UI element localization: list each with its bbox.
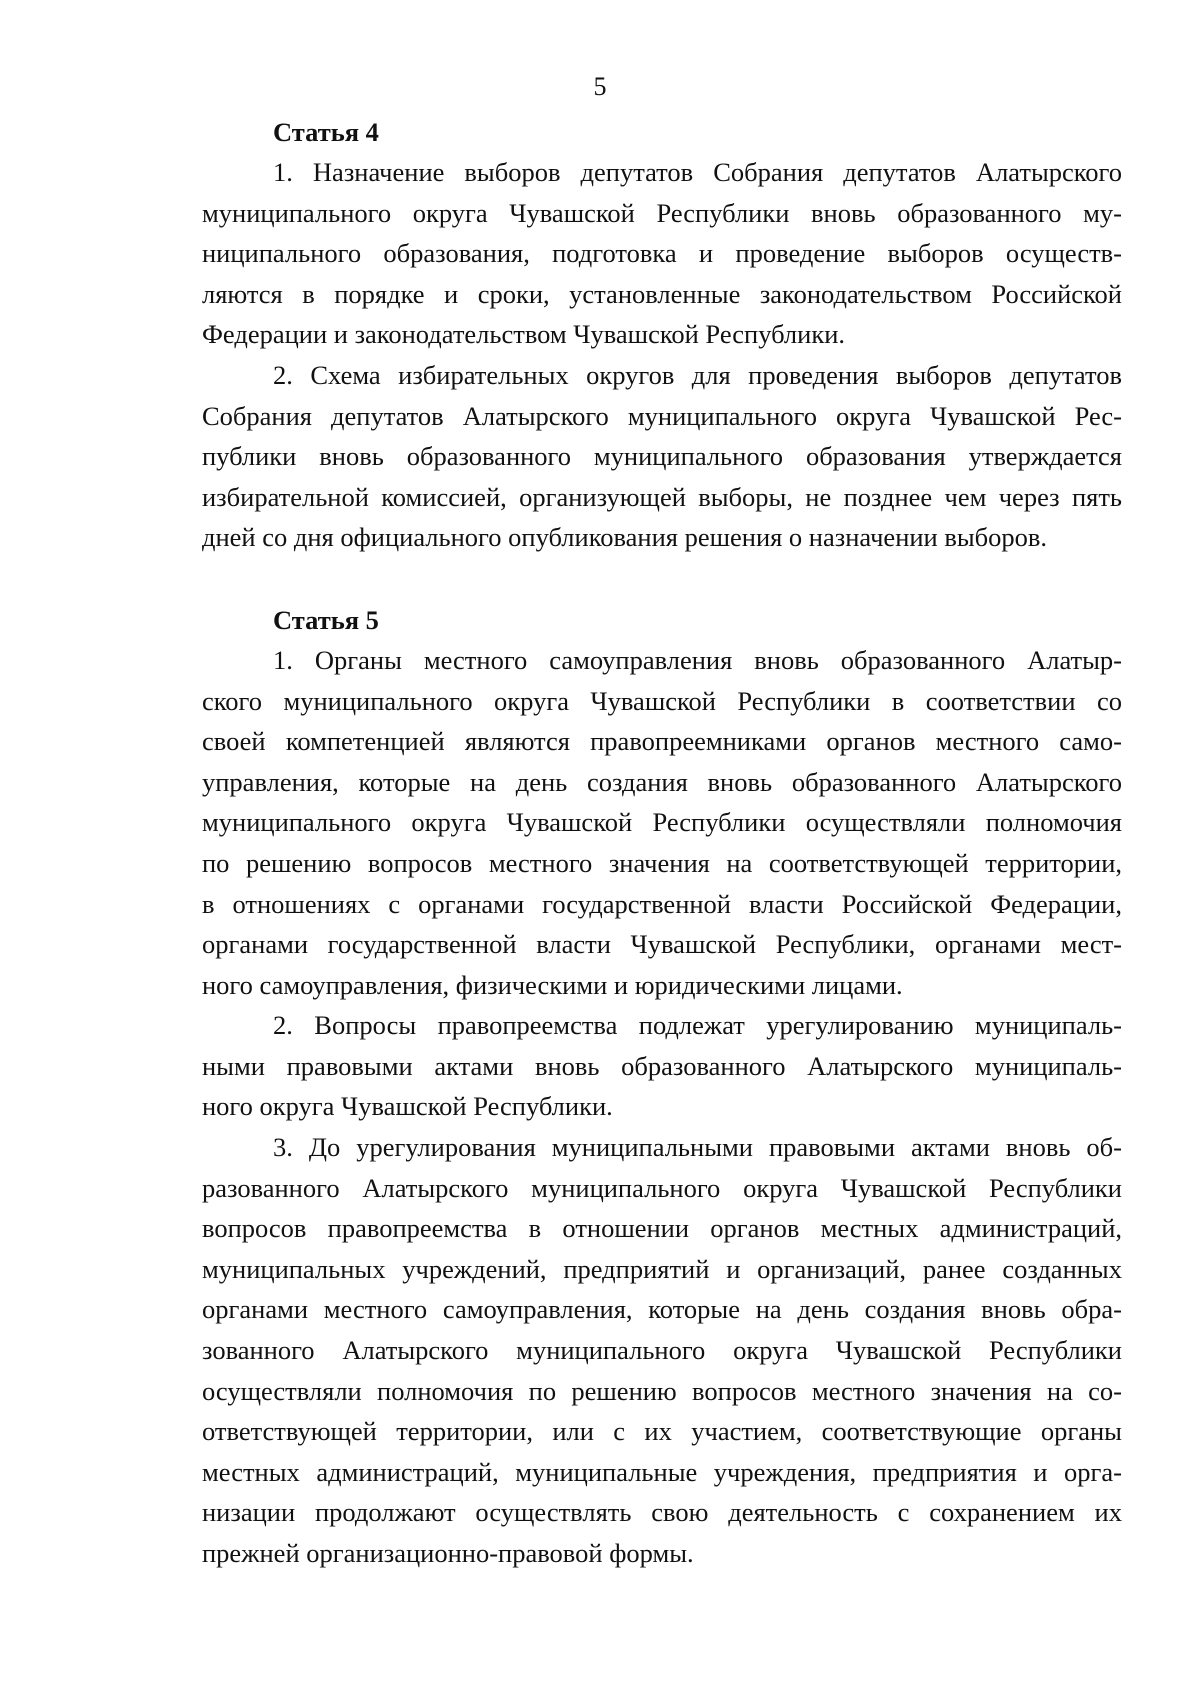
article-5 — [202, 600, 1122, 1574]
document-body — [202, 112, 1122, 1574]
text-line: органами государственной власти Чувашской Республики, органами мест- — [202, 929, 1122, 960]
paragraph — [202, 1005, 1122, 1127]
text-line: ского муниципального округа Чувашской Республики в соответствии со — [202, 685, 1122, 716]
text-line: публики вновь образованного муниципального образования утверждается — [202, 441, 1122, 472]
text-line: зованного Алатырского муниципального округа Чувашской Республики — [202, 1335, 1122, 1366]
article-heading: Статья 5 — [273, 604, 379, 635]
text-line: ного округа Чувашской Республики. — [202, 1091, 613, 1122]
text-line: местных администраций, муниципальные учреждения, предприятия и орга- — [202, 1456, 1122, 1487]
text-line: Собрания депутатов Алатырского муниципального округа Чувашской Рес- — [202, 400, 1122, 431]
text-line: управления, которые на день создания вновь образованного Алатырского — [202, 766, 1122, 797]
text-line: по решению вопросов местного значения на соответствующей территории, — [202, 847, 1122, 878]
text-line: ляются в порядке и сроки, установленные законодательством Российской — [202, 278, 1122, 309]
text-line: органами местного самоуправления, которые на день создания вновь обра- — [202, 1294, 1122, 1325]
text-line: разованного Алатырского муниципального округа Чувашской Республики — [202, 1172, 1122, 1203]
text-line: ниципального образования, подготовка и проведение выборов осуществ- — [202, 238, 1122, 269]
text-line: муниципального округа Чувашской Республики осуществляли полномочия — [202, 807, 1122, 838]
paragraph — [202, 640, 1122, 1005]
text-line: 2. Вопросы правопреемства подлежат урегулированию муниципаль- — [273, 1010, 1122, 1041]
text-line: прежней организационно-правовой формы. — [202, 1538, 694, 1568]
article-4 — [202, 112, 1122, 558]
text-line: вопросов правопреемства в отношении органов местных администраций, — [202, 1213, 1122, 1244]
text-line: ного самоуправления, физическими и юридическими лицами. — [202, 969, 903, 1000]
paragraph — [202, 355, 1122, 558]
text-line: в отношениях с органами государственной власти Российской Федерации, — [202, 888, 1122, 919]
text-line: осуществляли полномочия по решению вопросов местного значения на со- — [202, 1375, 1122, 1406]
text-line: муниципальных учреждений, предприятий и организаций, ранее созданных — [202, 1253, 1122, 1284]
paragraph — [202, 152, 1122, 355]
text-line: 1. Органы местного самоуправления вновь образованного Алатыр- — [273, 644, 1122, 675]
text-line: своей компетенцией являются правопреемниками органов местного само- — [202, 726, 1122, 757]
text-line: дней со дня официального опубликования решения о назначении выборов. — [202, 522, 1048, 553]
article-heading: Статья 4 — [273, 117, 379, 147]
text-line: избирательной комиссией, организующей выборы, не позднее чем через пять — [202, 481, 1122, 512]
text-line: 3. До урегулирования муниципальными правовыми актами вновь об- — [273, 1132, 1122, 1163]
text-line: 1. Назначение выборов депутатов Собрания депутатов Алатырского — [273, 157, 1122, 187]
paragraph — [202, 1127, 1122, 1574]
text-line: 2. Схема избирательных округов для проведения выборов депутатов — [273, 359, 1122, 390]
page-number: 5 — [593, 72, 607, 101]
text-line: ответствующей территории, или с их участием, соответствующие органы — [202, 1416, 1122, 1447]
text-line: муниципального округа Чувашской Республики вновь образованного му- — [202, 197, 1122, 228]
text-line: низации продолжают осуществлять свою деятельность с сохранением их — [202, 1497, 1122, 1528]
text-line: ными правовыми актами вновь образованного Алатырского муниципаль- — [202, 1050, 1122, 1081]
text-line: Федерации и законодательством Чувашской Республики. — [202, 319, 846, 350]
